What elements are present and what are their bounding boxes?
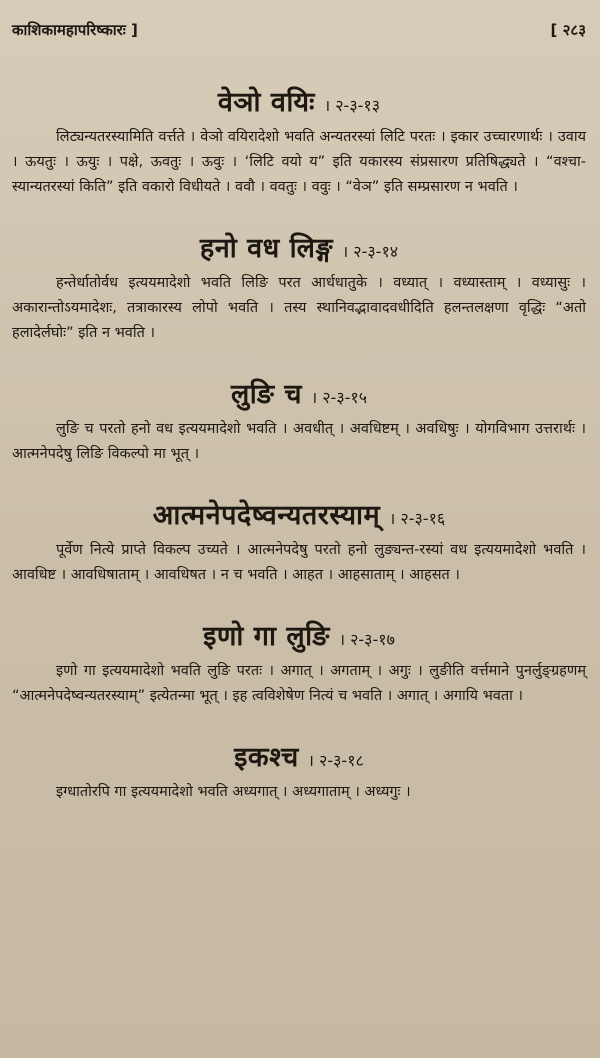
sutra-title: इकश्च xyxy=(234,742,299,773)
running-head-title: काशिकामहापरिष्कारः ] xyxy=(12,21,138,39)
sutra-heading xyxy=(12,374,586,411)
sutra-heading xyxy=(12,228,586,265)
sutra-heading xyxy=(12,737,586,774)
sutra-number: । २-३-१६ xyxy=(389,509,446,528)
commentary-paragraph: इणो गा इत्ययमादेशो भवति लुङि परतः । अगात् । अगताम् । अगुः । लुङीति वर्त्तमाने पुनर्लुङ्ग्रहणम् “आत्मनेपदेष्वन्यतरस्याम्” इत्येतन्मा भूत् । इह त्वविशेषेण नित्यं च भवति । अगात् । अगायि भवता । xyxy=(12,663,586,704)
sutra-title: आत्मनेपदेष्वन्यतरस्याम् xyxy=(152,500,381,531)
sutra-title: वेञो वयिः xyxy=(217,87,315,118)
sutra-heading xyxy=(12,495,586,532)
sutra-heading xyxy=(12,616,586,653)
commentary-paragraph: हन्तेर्धातोर्वध इत्ययमादेशो भवति लिङि परत आर्धधातुके । वध्यात् । वध्यास्ताम् । वध्यासुः । अकारान्तोऽयमादेशः, तत्राकारस्य लोपो भवति । तस्य स्थानिवद्भावादवधीदिति हलन्तलक्षणा वृद्धिः “अतो हलादेर्लघोः” इति न भवति । xyxy=(12,275,586,341)
sutra-number: । २-३-१८ xyxy=(307,751,364,770)
commentary-paragraph: पूर्वेण नित्ये प्राप्ते विकल्प उच्यते । आत्मनेपदेषु परतो हनो लुङ्यन्त-रस्यां वध इत्ययमादेशो भवति । आवधिष्ट । आवधिषाताम् । आवधिषत । न च भवति । आहत । आहसाताम् । आहसत । xyxy=(12,542,586,583)
sutra-number: । २-३-१५ xyxy=(311,388,368,407)
running-head xyxy=(12,18,586,42)
commentary-paragraph: इग्धातोरपि गा इत्ययमादेशो भवति अध्यगात् । अध्यगाताम् । अध्यगुः । xyxy=(56,784,411,800)
sutra-number: । २-३-१४ xyxy=(342,242,399,261)
sutra-title: हनो वध लिङ्ग xyxy=(199,233,334,264)
sutra-heading xyxy=(12,82,586,119)
sutra-number: । २-३-१७ xyxy=(338,630,395,649)
sutra-number: । २-३-१३ xyxy=(324,96,381,115)
commentary-paragraph: लुङि च परतो हनो वध इत्ययमादेशो भवति । अवधीत् । अवधिष्टम् । अवधिषुः । योगविभाग उत्तरार्थः । आत्मनेपदेषु लिङि विकल्पो मा भूत् । xyxy=(12,421,586,462)
sutra-title: इणो गा लुङि xyxy=(203,621,330,652)
page-number: [ २८३ xyxy=(550,21,586,39)
sutra-title: लुङि च xyxy=(230,379,302,410)
commentary-paragraph: लिट्यन्यतरस्यामिति वर्त्तते । वेञो वयिरादेशो भवति अन्यतरस्यां लिटि परतः । इकार उच्चारणार्थः । उवाय । ऊयतुः । ऊयुः । पक्षे, ऊवतुः । ऊवुः । ‘लिटि वयो य” इति यकारस्य संप्रसारण प्रतिषिद्ध्यते । “वश्चा-स्यान्यतरस्यां किति” इति वकारो विधीयते । ववौ । ववतुः । ववुः । “वेञ” इति सम्प्रसारण न भवति । xyxy=(12,129,586,195)
